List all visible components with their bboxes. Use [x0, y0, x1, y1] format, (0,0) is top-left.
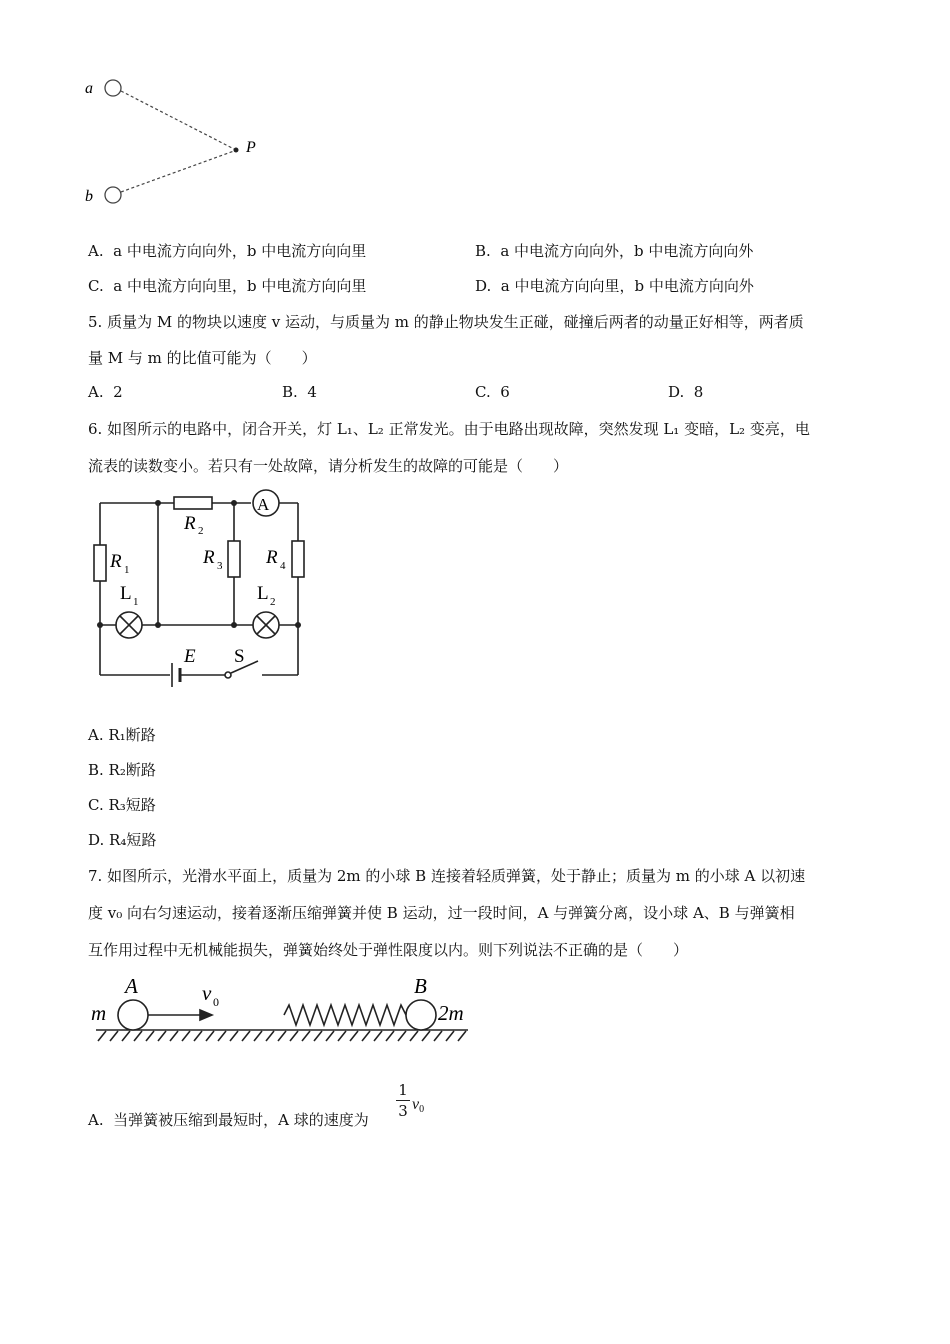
l2-label-sub: 2: [270, 596, 276, 608]
velocity-label: v: [202, 981, 212, 1005]
velocity-var-sub: 0: [419, 1104, 425, 1115]
q4-option-a[interactable]: A. a 中电流方向向外，b 中电流方向向里: [88, 242, 367, 260]
figure-q4-wires: [80, 70, 280, 215]
ammeter-label: A: [257, 495, 270, 514]
q7-stem-line3: 互作用过程中无机械能损失，弹簧始终处于弹性限度以内。则下列说法不正确的是（ ）: [88, 941, 689, 959]
emf-label: E: [184, 646, 196, 667]
r4-label: R: [266, 547, 278, 568]
q6-option-d[interactable]: D. R₄短路: [88, 831, 157, 849]
mass-a-label: m: [91, 1001, 107, 1025]
point-p-label: P: [246, 139, 256, 156]
q6-option-c[interactable]: C. R₃短路: [88, 796, 156, 814]
q5-stem-line1: 5. 质量为 M 的物块以速度 v 运动，与质量为 m 的静止物块发生正碰，碰撞后两者的动量正好相等，两者质: [88, 313, 804, 331]
point-p: [234, 148, 239, 153]
fraction-bar: [396, 1100, 410, 1101]
r3-label-sub: 3: [217, 560, 223, 572]
dashed-line-a-p: [121, 91, 234, 149]
q5-option-c[interactable]: C. 6: [475, 383, 510, 401]
spring: [284, 1005, 406, 1025]
ball-b-label: B: [414, 975, 427, 998]
l1-label: L: [120, 583, 132, 604]
velocity-label-sub: 0: [213, 995, 219, 1009]
figure-q6-circuit: [88, 485, 318, 690]
l1-label-sub: 1: [133, 596, 139, 608]
r2-label-sub: 2: [198, 525, 204, 537]
figure-q7-spring: [88, 975, 488, 1045]
r1-label: R: [110, 551, 122, 572]
q4-option-d[interactable]: D. a 中电流方向向里，b 中电流方向向外: [475, 277, 754, 295]
resistor-r3: [228, 541, 240, 577]
q6-stem-line1: 6. 如图所示的电路中，闭合开关，灯 L₁、L₂ 正常发光。由于电路出现故障，突然发现 L₁ 变暗，L₂ 变亮，电: [88, 420, 810, 438]
q5-option-d[interactable]: D. 8: [668, 383, 704, 401]
wire-b: [105, 187, 121, 203]
q6-stem-line2: 流表的读数变小。若只有一处故障，请分析发生的故障的可能是（ ）: [88, 457, 569, 475]
ball-b: [406, 1000, 436, 1030]
switch-pivot: [225, 672, 231, 678]
resistor-r4: [292, 541, 304, 577]
velocity-var: v: [412, 1096, 420, 1113]
fraction-numerator: 1: [398, 1081, 408, 1099]
q7-option-a-velocity: [412, 1096, 424, 1115]
q6-option-b[interactable]: B. R₂断路: [88, 761, 156, 779]
r3-label: R: [203, 547, 215, 568]
l2-label: L: [257, 583, 269, 604]
q7-option-a[interactable]: A. 当弹簧被压缩到最短时，A 球的速度为: [88, 1111, 369, 1129]
q4-option-b[interactable]: B. a 中电流方向向外，b 中电流方向向外: [475, 242, 754, 260]
wire-a: [105, 80, 121, 96]
q6-option-a[interactable]: A. R₁断路: [88, 726, 156, 744]
r2-label: R: [184, 513, 196, 534]
q4-option-c[interactable]: C. a 中电流方向向里，b 中电流方向向里: [88, 277, 367, 295]
ground-hatch: [98, 1031, 466, 1041]
q5-stem-line2: 量 M 与 m 的比值可能为（ ）: [88, 349, 317, 367]
wire-b-label: b: [85, 188, 93, 205]
ball-a-label: A: [125, 975, 138, 998]
q7-option-a-fraction: [396, 1081, 410, 1120]
r4-label-sub: 4: [280, 560, 286, 572]
r1-label-sub: 1: [124, 564, 130, 576]
resistor-r1: [94, 545, 106, 581]
switch-label: S: [234, 646, 245, 667]
velocity-arrow-head: [200, 1010, 212, 1020]
q7-stem-line1: 7. 如图所示，光滑水平面上，质量为 2m 的小球 B 连接着轻质弹簧，处于静止；质量为 m 的小球 A 以初速: [88, 867, 806, 885]
mass-b-label: 2m: [438, 1001, 464, 1025]
q7-stem-line2: 度 v₀ 向右匀速运动，接着逐渐压缩弹簧并使 B 运动，过一段时间，A 与弹簧分离，设小球 A、B 与弹簧相: [88, 904, 795, 922]
dashed-line-b-p: [121, 151, 234, 192]
q5-option-b[interactable]: B. 4: [282, 383, 317, 401]
ball-a: [118, 1000, 148, 1030]
fraction-denominator: 3: [398, 1102, 408, 1120]
resistor-r2: [174, 497, 212, 509]
wire-a-label: a: [85, 80, 93, 97]
q5-option-a[interactable]: A. 2: [88, 383, 123, 401]
